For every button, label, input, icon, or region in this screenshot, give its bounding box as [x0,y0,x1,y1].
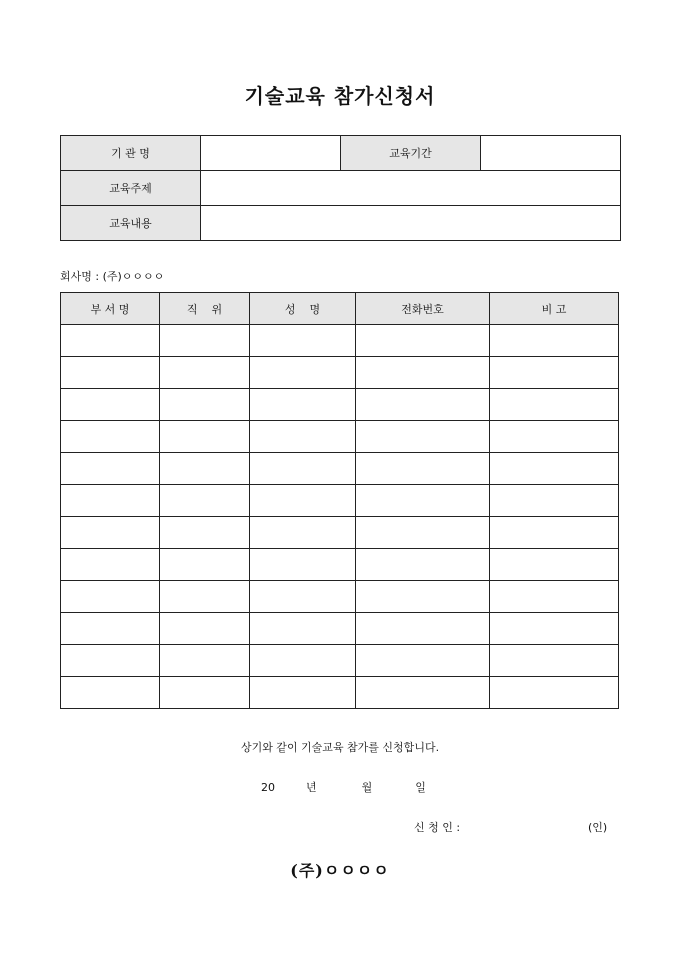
period-label: 교육기간 [341,136,481,171]
cell-phone[interactable] [356,325,490,357]
applicant-label: 신 청 인 : [414,821,461,834]
cell-phone[interactable] [356,517,490,549]
cell-position[interactable] [160,357,250,389]
header-name: 성 명 [250,293,356,325]
cell-phone[interactable] [356,389,490,421]
participant-table [60,292,619,709]
application-statement: 상기와 같이 기술교육 참가를 신청합니다. [240,741,440,754]
table-row [61,421,619,453]
header-department: 부 서 명 [61,293,160,325]
cell-department[interactable] [61,421,160,453]
table-row [61,517,619,549]
org-name-field[interactable] [201,136,341,171]
cell-position[interactable] [160,325,250,357]
cell-position[interactable] [160,421,250,453]
cell-position[interactable] [160,677,250,709]
footer-company-name: (주)ㅇㅇㅇㅇ [290,861,390,880]
cell-name[interactable] [250,325,356,357]
header-remarks: 비 고 [490,293,619,325]
cell-position[interactable] [160,453,250,485]
table-row [61,453,619,485]
cell-phone[interactable] [356,453,490,485]
cell-position[interactable] [160,389,250,421]
cell-remarks[interactable] [490,613,619,645]
cell-name[interactable] [250,581,356,613]
cell-phone[interactable] [356,645,490,677]
year-prefix: 20 [261,781,275,794]
cell-position[interactable] [160,581,250,613]
org-name-label: 기 관 명 [61,136,201,171]
cell-name[interactable] [250,645,356,677]
cell-position[interactable] [160,517,250,549]
topic-label: 교육주제 [61,171,201,206]
cell-department[interactable] [61,581,160,613]
company-name-line: 회사명 : (주)ㅇㅇㅇㅇ [60,270,165,283]
cell-phone[interactable] [356,613,490,645]
year-label: 년 [306,781,317,794]
cell-remarks[interactable] [490,677,619,709]
cell-department[interactable] [61,517,160,549]
cell-name[interactable] [250,421,356,453]
cell-phone[interactable] [356,421,490,453]
cell-department[interactable] [61,357,160,389]
date-line [261,779,426,795]
cell-remarks[interactable] [490,581,619,613]
cell-name[interactable] [250,677,356,709]
cell-remarks[interactable] [490,517,619,549]
cell-department[interactable] [61,325,160,357]
header-position: 직 위 [160,293,250,325]
cell-department[interactable] [61,645,160,677]
cell-department[interactable] [61,485,160,517]
table-row [61,613,619,645]
table-row [61,645,619,677]
cell-remarks[interactable] [490,549,619,581]
header-phone: 전화번호 [356,293,490,325]
cell-remarks[interactable] [490,357,619,389]
cell-remarks[interactable] [490,325,619,357]
cell-department[interactable] [61,549,160,581]
cell-phone[interactable] [356,485,490,517]
seal-label: (인) [588,821,608,834]
cell-position[interactable] [160,549,250,581]
cell-remarks[interactable] [490,485,619,517]
cell-name[interactable] [250,453,356,485]
course-info-table [60,135,621,241]
content-field[interactable] [201,206,621,241]
table-row [61,357,619,389]
cell-department[interactable] [61,677,160,709]
cell-remarks[interactable] [490,421,619,453]
table-row [61,677,619,709]
cell-remarks[interactable] [490,389,619,421]
cell-phone[interactable] [356,677,490,709]
table-row [61,581,619,613]
cell-phone[interactable] [356,581,490,613]
document-title: 기술교육 참가신청서 [244,84,436,108]
cell-department[interactable] [61,613,160,645]
topic-field[interactable] [201,171,621,206]
table-row [61,549,619,581]
cell-name[interactable] [250,549,356,581]
cell-phone[interactable] [356,549,490,581]
period-field[interactable] [481,136,621,171]
cell-name[interactable] [250,613,356,645]
cell-position[interactable] [160,613,250,645]
cell-name[interactable] [250,357,356,389]
cell-name[interactable] [250,389,356,421]
cell-position[interactable] [160,485,250,517]
table-row [61,389,619,421]
content-label: 교육내용 [61,206,201,241]
day-label: 일 [415,781,426,794]
table-row [61,325,619,357]
cell-remarks[interactable] [490,453,619,485]
cell-name[interactable] [250,517,356,549]
cell-remarks[interactable] [490,645,619,677]
cell-position[interactable] [160,645,250,677]
cell-department[interactable] [61,453,160,485]
cell-phone[interactable] [356,357,490,389]
cell-department[interactable] [61,389,160,421]
table-row [61,485,619,517]
month-label: 월 [361,781,373,794]
cell-name[interactable] [250,485,356,517]
